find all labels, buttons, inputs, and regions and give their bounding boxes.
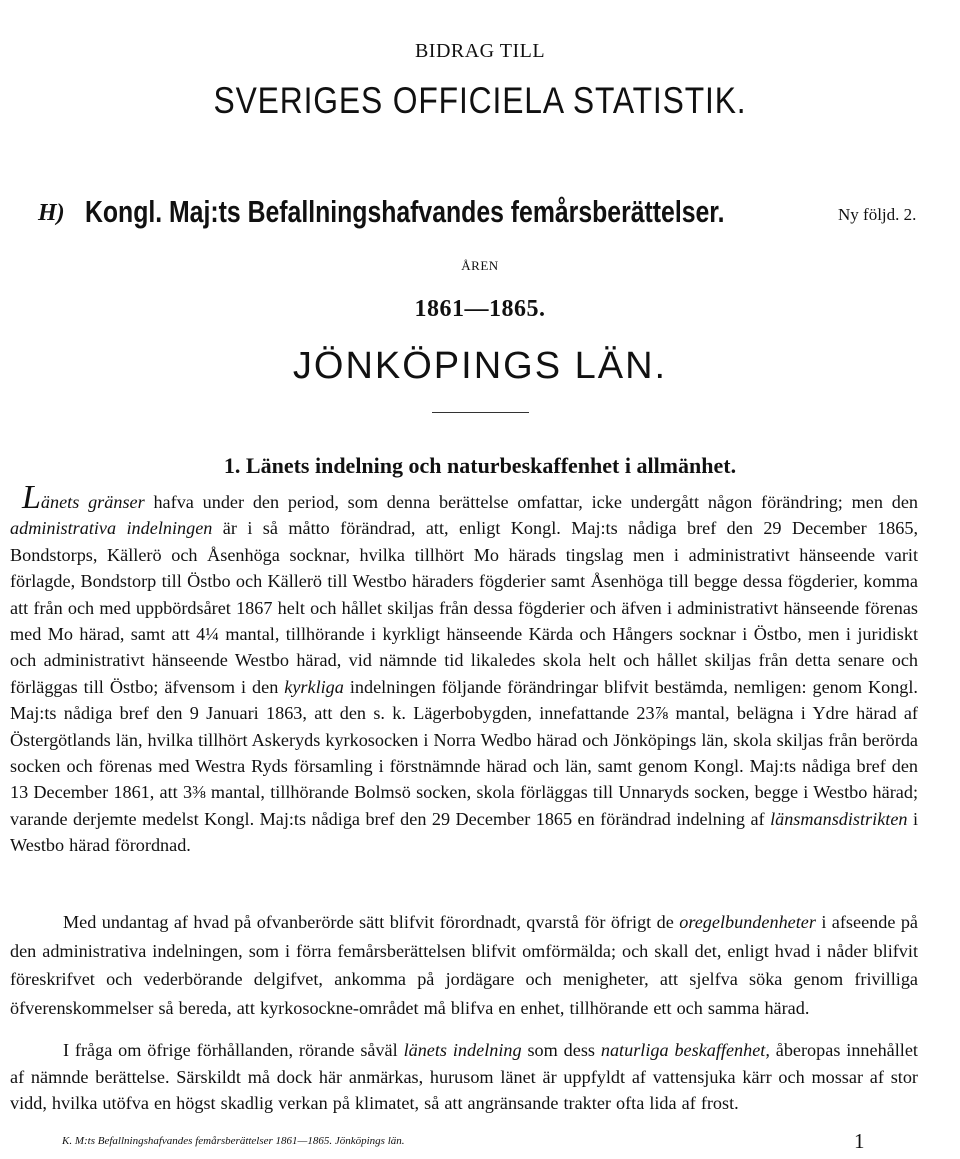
section-divider <box>432 412 529 413</box>
paragraph-3-emphasis-2: naturliga beskaffenhet, <box>600 1040 770 1060</box>
paragraph-2-text-2: i afseende på den administrativa indelningen, som i förra femårsberättelsen blifvit omförmälda; och skall det, enligt hvad i nåder blifvit föreskrifvet och vederbörande delgifvet, ankomma på jordägare och menigheter, att sjelfva söka genom frivilliga öfverenskommelser så bereda, att kyrkosockne-området må blifva en enhet, tillhörande ett och samma härad. <box>10 912 918 1018</box>
paragraph-2-text-1: Med undantag af hvad på ofvanberörde sätt blifvit förordnadt, qvarstå för öfrigt de <box>63 912 680 932</box>
series-title: Kongl. Maj:ts Befallningshafvandes femårsberättelser. <box>84 194 725 229</box>
paragraph-1-text-1: hafva under den period, som denna berättelse omfattar, icke undergått någon förändring; men den <box>144 492 918 512</box>
lead-phrase: änets gränser <box>40 492 145 512</box>
paragraph-1-text-3: indelningen följande förändringar blifvit bestämda, nemligen: genom Kongl. Maj:ts nådiga bref den 9 Januari 1863, att den s. k. Lägerbobygden, innefattande 23⅞ mantal, belägna i Ydre härad af Östergötlands län, hvilka tillhört Askeryds kyrkosocken i Norra Wedbo härad och Jönköpings län, skola skiljas från berörda socken och förenas med Westra Ryds församling i förstnämnde härad och län, samt genom Kongl. Maj:ts nådiga bref den 13 December 1861, att 3⅜ mantal, tillhörande Bolmsö socken, skola förläggas till Unnaryds socken, begge i Westbo härad; varande derjemte medelst Kongl. Maj:ts nådiga bref den 29 December 1865 en förändrad indelning af <box>10 676 918 829</box>
county-title: JÖNKÖPINGS LÄN. <box>292 345 668 387</box>
section-heading: 1. Länets indelning och naturbeskaffenhet i allmänhet. <box>223 453 737 478</box>
paragraph-3-emphasis-1: länets indelning <box>403 1040 522 1060</box>
paragraph-1-emphasis-1: administrativa indelningen <box>10 518 213 539</box>
series-suffix: Ny följd. 2. <box>838 205 917 224</box>
paragraph-1-text-2: är i så måtto förändrad, att, enligt Kongl. Maj:ts nådiga bref den 29 December 1865, Bondstorps, Källerö och Åsenhöga socknar, hvilka tillhört Mo härads tingslag men i administrativt hänseende varit förlagde, Bondstorp till Östbo och Källerö till Westbo häraders fögderier samt Åsenhöga till begge dessa fögderier, komma att från och med uppbördsåret 1867 helt och hållet skiljas från dessa fögderier och äfven i administrativt hänseende förenas med Mo härad, samt att 4¼ mantal, tillhörande i kyrkligt hänseende Kärda och Hångers socknar i Östbo, men i juridiskt och administrativt hänseende Westbo härad, vid nämnde tid likaledes skola helt och hållet skiljas från detta senare och förläggas till Östbo; äfvensom i den <box>10 518 918 697</box>
main-title: SVERIGES OFFICIELA STATISTIK. <box>213 80 747 121</box>
pre-title: BIDRAG TILL <box>414 40 546 62</box>
series-line <box>38 193 918 230</box>
years-range: 1861—1865. <box>414 296 546 322</box>
footer-note: K. M:ts Befallningshafvandes femårsberättelser 1861—1865. Jönköpings län. <box>62 1135 405 1147</box>
paragraph-3-text-1: I fråga om öfrige förhållanden, rörande såväl <box>63 1040 404 1060</box>
paragraph-3 <box>10 1037 918 1117</box>
paragraph-3-text-2: som dess <box>521 1040 601 1060</box>
paragraph-1-emphasis-2: kyrkliga <box>284 676 344 697</box>
paragraph-3-text-3: åberopas innehållet af nämnde berättelse. Särskildt må dock här anmärkas, hurusom länet är uppfyldt af vattensjukа kärr och mossar af stor vidd, hvilka utöfva en högst skadlig verkan på klimatet, så att angränsande trakter ofta lida af frost. <box>10 1040 918 1114</box>
paragraph-2 <box>10 908 918 1022</box>
paragraph-1-text-4: i Westbo härad förordnad. <box>10 808 918 856</box>
paragraph-2-emphasis-1: oregelbundenheter <box>679 912 816 932</box>
series-roman-label: H) <box>38 200 65 226</box>
page-number: 1 <box>854 1129 865 1153</box>
paragraph-1-emphasis-3: länsmansdistrikten <box>770 808 908 829</box>
years-label: ÅREN <box>461 258 499 273</box>
drop-cap: L <box>22 479 41 516</box>
paragraph-1 <box>10 479 918 859</box>
